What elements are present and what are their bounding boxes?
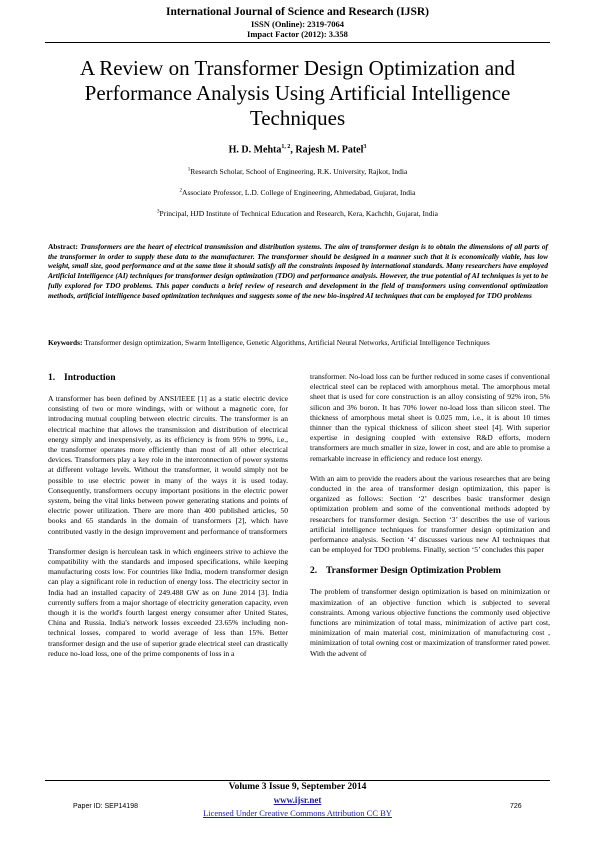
volume-issue: Volume 3 Issue 9, September 2014	[228, 782, 367, 792]
header-rule	[45, 42, 550, 43]
abstract	[48, 242, 548, 300]
license-link[interactable]: Licensed Under Creative Commons Attribution CC BY	[203, 808, 392, 818]
impact-factor: Impact Factor (2012): 3.358	[247, 29, 348, 39]
right-column	[310, 372, 550, 669]
section-title: Introduction	[64, 373, 116, 383]
author-name: H. D. Mehta	[228, 144, 282, 156]
section-number: 1.	[48, 373, 56, 383]
journal-header	[0, 6, 595, 39]
body-paragraph: The problem of transformer design optimization is based on minimization or maximization of an objective function which is subjected to several constraints. Among various objective functions the commonly used objective functions are minimization of total mass, minimization of active part cost, minimization of main material cost, minimization of manufacturing cost , minimization of total owning cost or maximization of transformer rated power. With the advent of	[310, 587, 550, 658]
section-title: Transformer Design Optimization Problem	[326, 566, 501, 577]
paper-title	[40, 56, 555, 131]
left-column	[48, 372, 288, 669]
affiliation	[0, 167, 595, 176]
affiliation-text: Principal, HJD Institute of Technical Education and Research, Kera, Kachchh, Gujarat, India	[159, 209, 438, 218]
affiliation-ref: 2	[179, 188, 183, 194]
author-list	[0, 144, 595, 155]
author-name: Rajesh M. Patel	[295, 144, 364, 156]
page-number: 726	[510, 803, 522, 810]
title-line-2: Performance Analysis Using Artificial Intelligence	[84, 81, 511, 105]
title-line-3: Techniques	[249, 106, 346, 130]
affiliation-ref: 3	[157, 209, 160, 215]
title-line-1: A Review on Transformer Design Optimization and	[79, 56, 516, 80]
affiliation	[0, 209, 595, 218]
affiliation	[0, 188, 595, 197]
issn: ISSN (Online): 2319-7064	[250, 19, 345, 29]
body-paragraph: Transformer design is herculean task in which engineers strive to achieve the compatibility with the standards and imposed specifications, while keeping manufacturing costs low. For countries like India, modern transformer design can play a significant role in reduction of energy loss. The electricity sector in India had an installed capacity of 249.488 GW as on June 2014 [3]. India currently suffers from a major shortage of electricity generation capacity, even though it is the world's fourth largest energy consumer after United States, China and Russia. India's network losses exceeded 23.65% including non- technical losses, compared to world average of less than 15%. Better transformer design and the use of superior grade electrical steel can drastically reduce no-load loss, one of the prime components of loss in a	[48, 546, 288, 658]
author-affil-ref: 1, 2	[281, 144, 291, 150]
affiliation-text: Research Scholar, School of Engineering, R.K. University, Rajkot, India	[190, 167, 408, 176]
author-affil-ref: 3	[363, 144, 367, 150]
footer-rule	[45, 780, 550, 781]
journal-name: International Journal of Science and Research (IJSR)	[165, 6, 429, 18]
paper-id: Paper ID: SEP14198	[73, 803, 138, 810]
affiliation-ref: 1	[187, 167, 191, 173]
section-heading	[310, 565, 550, 577]
abstract-label: Abstract:	[48, 242, 81, 251]
keywords-label: Keywords:	[48, 338, 85, 347]
author-separator: ,	[290, 144, 296, 156]
keywords-text: Transformer design optimization, Swarm Intelligence, Genetic Algorithms, Artificial Neural Networks, Artificial Intelligence Techniques	[84, 338, 490, 347]
body-paragraph: transformer. No-load loss can be further reduced in some cases if conventional electrical steel can be replaced with amorphous metal. The amorphous metal sheet that is used for core construction is an alloy consisting of 92% iron, 5% silicon and 3% boron. It has 70% lower no-load loss than silicon steel. The thickness of amorphous metal sheet is 0.025 mm, i.e., it is about 10 times thinner than the typical thickness of silicon sheet steel [4]. With superior expertise in designing coupled with extensive R&D efforts, modern transformers are much smaller in size, lower in cost, and are able to promise a remarkable increase in efficiency and reduce lost energy.	[310, 372, 550, 463]
journal-website-link[interactable]: www.ijsr.net	[273, 795, 322, 805]
abstract-text: Transformers are the heart of electrical transmission and distribution systems. The aim of transformer design is to obtain the dimensions of all parts of the transformer in order to supply these data to the manufacturer. The transformer should be designed in a manner such that it is economically viable, has low weight, small size, good performance and at the same time it should satisfy all the constraints imposed by international standards. Many researchers have employed Artificial Intelligence (AI) techniques for transformer design optimization (TDO) and performance analysis. However, the true potential of AI techniques is yet to be fully explored for TDO problems. This paper conducts a brief review of research and development in the field of transformers using conventional optimization methods, artificial intelligence based optimization techniques and suggests some of the new bio-inspired AI techniques that can be employed for TDO problems	[48, 242, 548, 300]
affiliation-text: Associate Professor, L.D. College of Engineering, Ahmedabad, Gujarat, India	[182, 188, 416, 197]
keywords	[48, 338, 548, 348]
section-number: 2.	[310, 566, 318, 577]
section-heading	[48, 372, 288, 384]
body-paragraph: With an aim to provide the readers about the various researches that are being conducted in the area of transformer design optimization, this paper is organized as follows: Section ‘2’ describes basic transformer design optimization problem and some of the conventional methods adopted by researchers for transformer design. Section ‘3’ describes the use of various artificial intelligence techniques for transformer design optimization and performance analysis. Section ‘4’ discusses various new AI techniques that can be employed for TDO problems. Finally, section ‘5’ concludes this paper	[310, 473, 550, 555]
body-paragraph: A transformer has been defined by ANSI/IEEE [1] as a static electric device consisting of two or more windings, with or without a magnetic core, for introducing mutual coupling between electric circuits. The transformer is an electrical machine that allows the transmission and distribution of electrical energy simply and inexpensively, as its efficiency is from 95% to 99%, i.e., the transformer operates more efficiently than most of all other electrical devices. Transformers play a key role in the interconnection of power systems at different voltage levels. Without the transformer, it would simply not be possible to use electric power in many of the ways it is used today. Consequently, transformers occupy important positions in the electric power system, being the vital links between power generating stations and points of electric power utilization. There are more than 400 published articles, 50 books and 65 standards in the domain of transformers [2], which have contributed vastly in the design improvement and performance of transformers	[48, 394, 288, 536]
